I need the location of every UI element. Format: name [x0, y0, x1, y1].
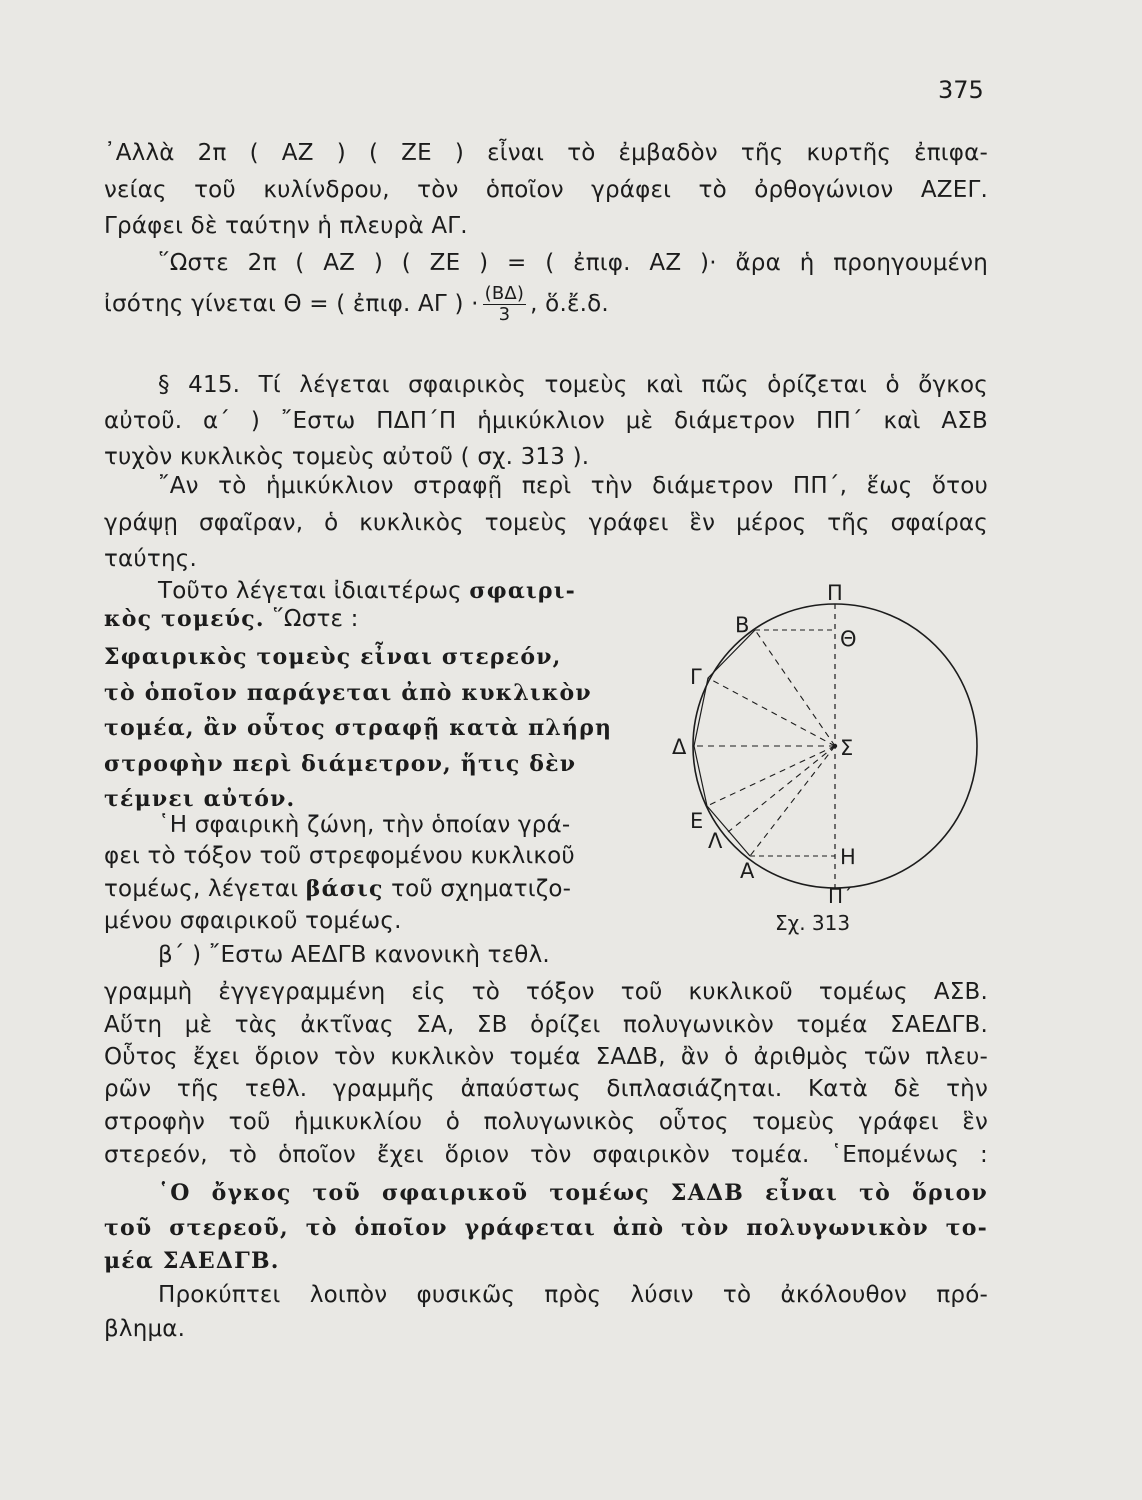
definition-line: τομέα, ἂν οὗτος στραφῇ κατὰ πλήρη: [104, 715, 613, 741]
radius-SA: [750, 746, 835, 856]
label-H: Η: [840, 845, 856, 869]
text-line: ᾿Αλλὰ 2π ( ΑΖ ) ( ΖΕ ) εἶναι τὸ ἐμβαδὸν τῆς κυρτῆς ἐπιφα-: [104, 140, 988, 166]
center-point: [833, 744, 837, 748]
text-line: [104, 876, 571, 902]
text-span: τομέως, λέγεται: [104, 876, 299, 902]
label-P2: Π΄: [828, 884, 854, 908]
text-line: Γράφει δὲ ταύτην ἡ πλευρὰ ΑΓ.: [104, 213, 468, 239]
definition-line: Σφαιρικὸς τομεὺς εἶναι στερεόν,: [104, 644, 562, 670]
text-span: Τοῦτο λέγεται ἰδιαιτέρως: [158, 578, 462, 604]
theorem-line: τοῦ στερεοῦ, τὸ ὁποῖον γράφεται ἀπὸ τὸν πολυγωνικὸν το-: [104, 1215, 988, 1241]
definition-line: στροφὴν περὶ διάμετρον, ἥτις δὲν: [104, 751, 577, 777]
text-line: β΄ ) ῎Εστω ΑΕΔΓΒ κανονικὴ τεθλ.: [158, 942, 550, 968]
fraction: [483, 284, 527, 325]
definition-line: τέμνει αὐτόν.: [104, 786, 296, 812]
term-bold: κὸς τομεύς.: [104, 606, 265, 632]
radius-SG: [708, 678, 835, 746]
section-heading: § 415. Τί λέγεται σφαιρικὸς τομεὺς καὶ πῶς ὁρίζεται ὁ ὄγκος: [158, 372, 988, 398]
text-span: τοῦ σχηματιζο-: [391, 876, 572, 902]
label-B: Β: [735, 613, 750, 637]
text-line: Αὕτη μὲ τὰς ἀκτῖνας ΣΑ, ΣΒ ὁρίζει πολυγωνικὸν τομέα ΣΑΕΔΓΒ.: [104, 1012, 988, 1038]
text-line: Προκύπτει λοιπὸν φυσικῶς πρὸς λύσιν τὸ ἀκόλουθον πρό-: [158, 1282, 988, 1308]
text-line: στερεόν, τὸ ὁποῖον ἔχει ὅριον τὸν σφαιρικὸν τομέα. ῾Επομένως :: [104, 1142, 988, 1168]
text-line: ῾Η σφαιρικὴ ζώνη, τὴν ὁποίαν γρά-: [158, 812, 571, 838]
text-line: βλημα.: [104, 1316, 186, 1342]
text-line: τυχὸν κυκλικὸς τομεὺς αὐτοῦ ( σχ. 313 ).: [104, 444, 590, 470]
text-line: ῎Αν τὸ ἡμικύκλιον στραφῇ περὶ τὴν διάμετρον ΠΠ΄, ἕως ὅτου: [158, 473, 988, 499]
text-line: ρῶν τῆς τεθλ. γραμμῆς ἀπαύστως διπλασιάζηται. Κατὰ δὲ τὴν: [104, 1076, 988, 1102]
figure-caption: Σχ. 313: [775, 911, 851, 935]
label-A: Α: [740, 859, 755, 883]
radius-SB: [755, 630, 835, 746]
fraction-denominator: 3: [498, 304, 511, 325]
text-line: ῞Ωστε 2π ( ΑΖ ) ( ΖΕ ) = ( ἐπιφ. ΑΖ )· ἄρα ἡ προηγουμένη: [158, 250, 988, 276]
text-line: αὐτοῦ. α΄ ) ῎Εστω ΠΔΠ΄Π ἡμικύκλιον μὲ διάμετρον ΠΠ΄ καὶ ΑΣΒ: [104, 408, 988, 434]
term-bold: σφαιρι-: [469, 578, 576, 604]
equation-end: , ὅ.ἔ.δ.: [530, 291, 609, 317]
label-D: Δ: [672, 735, 687, 759]
text-span: ῞Ωστε :: [272, 606, 359, 632]
figure-313: [650, 570, 1010, 945]
label-G: Γ: [690, 665, 702, 689]
text-line: [158, 578, 576, 604]
equation-text: ἰσότης γίνεται Θ = ( ἐπιφ. ΑΓ ) ·: [104, 291, 479, 317]
text-line: ταύτης.: [104, 546, 197, 572]
fraction-numerator: (ΒΔ): [484, 283, 525, 304]
text-line: γραμμὴ ἐγγεγραμμένη εἰς τὸ τόξον τοῦ κυκλικοῦ τομέως ΑΣΒ.: [104, 979, 988, 1005]
text-line: [104, 606, 359, 632]
text-line: μένου σφαιρικοῦ τομέως.: [104, 908, 402, 934]
label-S: Σ: [840, 736, 854, 760]
label-L: Λ: [708, 829, 723, 853]
text-line: φει τὸ τόξον τοῦ στρεφομένου κυκλικοῦ: [104, 843, 575, 869]
text-line: Οὗτος ἔχει ὅριον τὸν κυκλικὸν τομέα ΣΑΔΒ, ἂν ὁ ἀριθμὸς τῶν πλευ-: [104, 1044, 988, 1070]
definition-line: τὸ ὁποῖον παράγεται ἀπὸ κυκλικὸν: [104, 680, 592, 706]
theorem-line: μέα ΣΑΕΔΓΒ.: [104, 1248, 280, 1274]
text-line: νείας τοῦ κυλίνδρου, τὸν ὁποῖον γράφει τὸ ὀρθογώνιον ΑΖΕΓ.: [104, 177, 988, 203]
label-Theta: Θ: [840, 627, 857, 651]
text-line: στροφὴν τοῦ ἡμικυκλίου ὁ πολυγωνικὸς οὗτος τομεὺς γράφει ἓν: [104, 1109, 988, 1135]
theorem-line: ῾Ο ὄγκος τοῦ σφαιρικοῦ τομέως ΣΑΔΒ εἶναι τὸ ὅριον: [158, 1180, 988, 1206]
text-line: γράψῃ σφαῖραν, ὁ κυκλικὸς τομεὺς γράφει ἓν μέρος τῆς σφαίρας: [104, 510, 988, 536]
page-number: 375: [938, 76, 984, 104]
equation-line: [104, 284, 609, 325]
term-bold: βάσις: [305, 876, 384, 902]
label-P: Π: [827, 581, 843, 605]
label-E: Ε: [690, 809, 704, 833]
